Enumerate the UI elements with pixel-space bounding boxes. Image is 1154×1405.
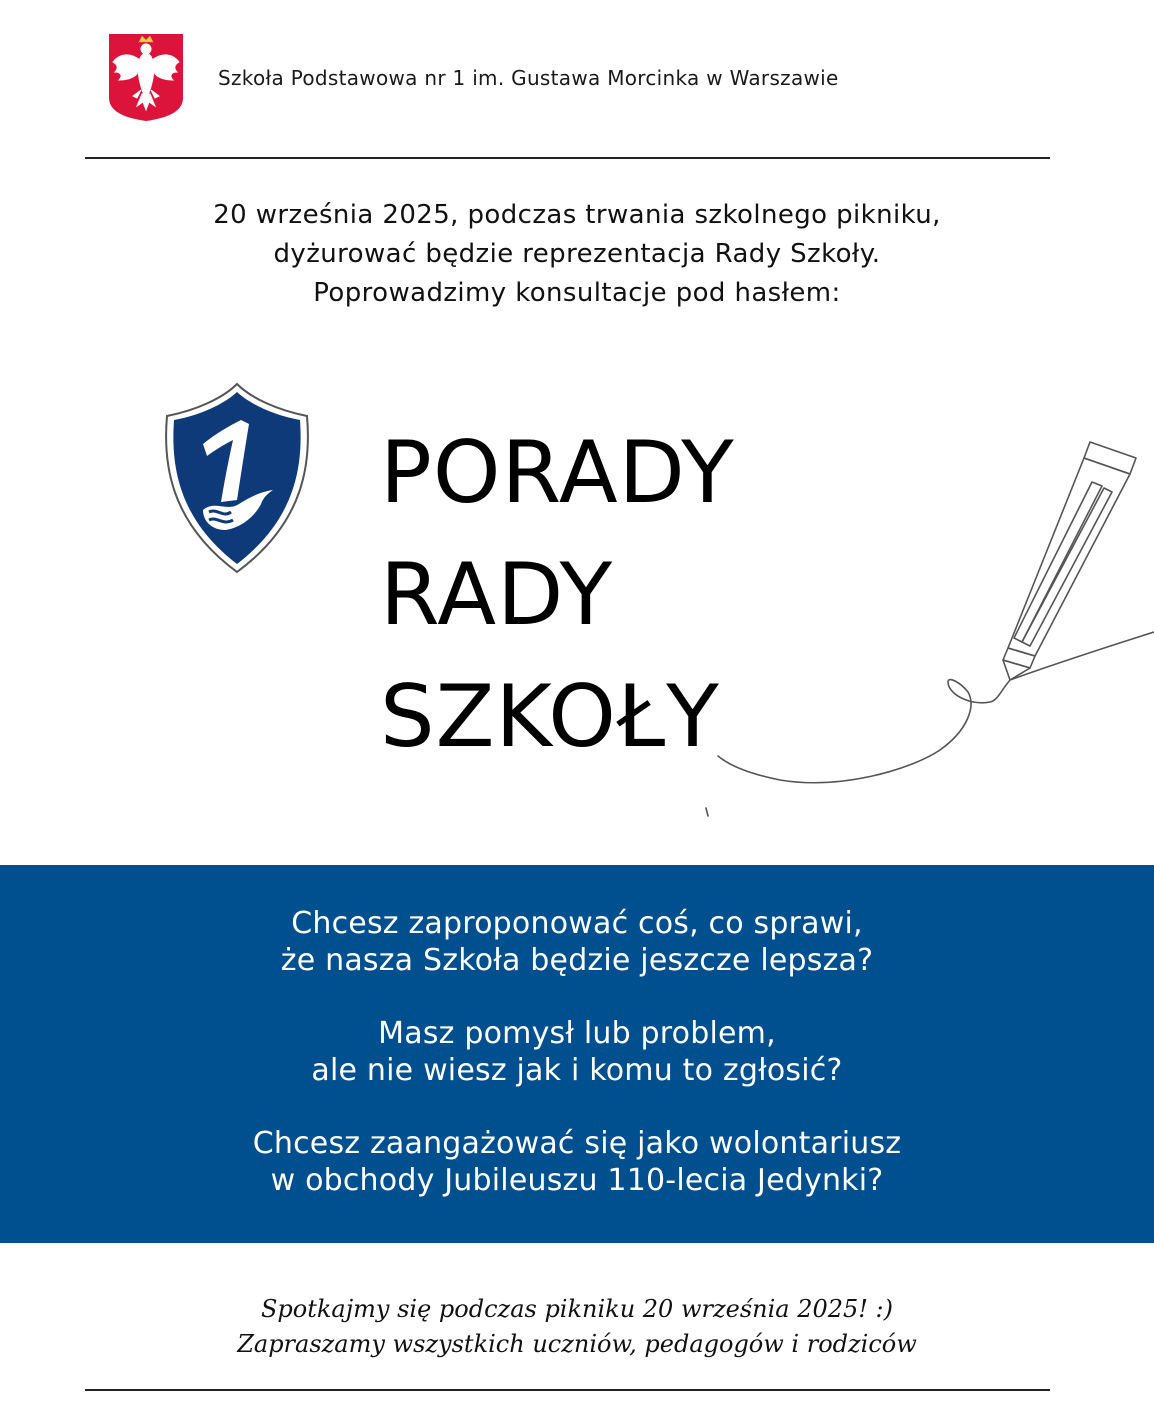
closing-line: Zapraszamy wszystkich uczniów, pedagogów i rodziców xyxy=(237,1330,917,1358)
question-line: Chcesz zaproponować coś, co sprawi, xyxy=(291,906,863,941)
slogan-title xyxy=(380,412,735,778)
title-line: SZKOŁY xyxy=(380,667,720,767)
question-block xyxy=(0,1015,1154,1089)
intro-line: Poprowadzimy konsultacje pod hasłem: xyxy=(313,278,841,308)
question-block xyxy=(0,905,1154,979)
bottom-divider xyxy=(85,1389,1050,1391)
title-line: PORADY xyxy=(380,423,735,523)
question-line: w obchody Jubileuszu 110-lecia Jedynki? xyxy=(270,1163,884,1198)
school-name: Szkoła Podstawowa nr 1 im. Gustawa Morcinka w Warszawie xyxy=(218,66,839,90)
question-line: ale nie wiesz jak i komu to zgłosić? xyxy=(311,1053,843,1088)
intro-text xyxy=(0,196,1154,313)
intro-line: dyżurować będzie reprezentacja Rady Szkoły. xyxy=(273,239,881,269)
closing-text xyxy=(0,1292,1154,1362)
intro-line: 20 września 2025, podczas trwania szkolnego pikniku, xyxy=(213,200,941,230)
question-line: że nasza Szkoła będzie jeszcze lepsza? xyxy=(280,943,874,978)
top-divider xyxy=(85,157,1050,159)
question-line: Masz pomysł lub problem, xyxy=(378,1016,776,1051)
school-shield-logo-icon xyxy=(163,382,311,574)
title-line: RADY xyxy=(380,545,614,645)
question-block xyxy=(0,1125,1154,1199)
closing-line: Spotkajmy się podczas pikniku 20 września 2025! :) xyxy=(260,1295,894,1323)
question-line: Chcesz zaangażować się jako wolontariusz xyxy=(252,1126,902,1161)
pencil-drawing-icon xyxy=(700,430,1154,830)
polish-eagle-emblem-icon xyxy=(107,32,185,122)
